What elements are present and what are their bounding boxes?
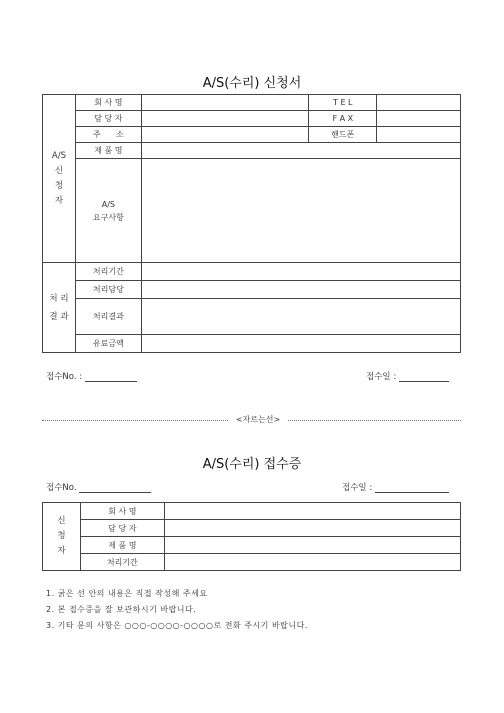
note-3: 3. 기타 문의 사항은 ○○○-○○○○-○○○○로 전화 주시기 바랍니다. bbox=[46, 621, 308, 630]
handler-field[interactable] bbox=[141, 281, 460, 299]
result-label: 처리결과 bbox=[75, 299, 141, 335]
fax-field[interactable] bbox=[377, 111, 461, 127]
form2-receipt-no-label: 접수No. bbox=[46, 483, 77, 493]
form2-receipt-no-field[interactable] bbox=[79, 483, 151, 493]
mobile-label: 핸드폰 bbox=[309, 127, 377, 143]
applicant-side-label: A/S 신 청 자 bbox=[43, 95, 76, 263]
process-side-label: 처 리 결 과 bbox=[43, 263, 76, 353]
result-field[interactable] bbox=[141, 299, 460, 335]
manager-label: 담 당 자 bbox=[75, 111, 141, 127]
form2-company-field[interactable] bbox=[164, 503, 460, 520]
note-1: 1. 굵은 선 안의 내용은 직접 작성해 주세요 bbox=[46, 589, 208, 598]
form2-receipt-date-label: 접수일 : bbox=[342, 483, 373, 493]
form2-company-label: 회 사 명 bbox=[80, 503, 164, 520]
period-label: 처리기간 bbox=[75, 263, 141, 281]
form2-period-field[interactable] bbox=[164, 554, 460, 571]
company-field[interactable] bbox=[141, 95, 309, 111]
receipt-date-row bbox=[366, 370, 449, 382]
tel-field[interactable] bbox=[377, 95, 461, 111]
fee-label: 유료금액 bbox=[75, 335, 141, 353]
tel-label: T E L bbox=[309, 95, 377, 111]
fee-field[interactable] bbox=[141, 335, 460, 353]
form2-receipt-date-row bbox=[342, 481, 449, 493]
company-label: 회 사 명 bbox=[75, 95, 141, 111]
note-2: 2. 본 접수증을 잘 보관하시기 바랍니다. bbox=[46, 605, 197, 614]
receipt-table bbox=[42, 502, 461, 571]
handler-label: 처리담당 bbox=[75, 281, 141, 299]
cut-line-right bbox=[288, 420, 461, 421]
receipt-no-label: 접수No. : bbox=[46, 372, 83, 382]
form2-title: A/S(수리) 접수증 bbox=[202, 457, 302, 472]
cut-line-left bbox=[42, 420, 228, 421]
application-table bbox=[42, 94, 461, 353]
mobile-field[interactable] bbox=[377, 127, 461, 143]
receipt-date-field[interactable] bbox=[399, 372, 449, 382]
form2-manager-field[interactable] bbox=[164, 520, 460, 537]
receipt-date-label: 접수일 : bbox=[366, 372, 397, 382]
address-field[interactable] bbox=[141, 127, 309, 143]
manager-field[interactable] bbox=[141, 111, 309, 127]
form2-receipt-no-row bbox=[46, 481, 151, 493]
product-field[interactable] bbox=[141, 143, 460, 159]
cut-line-label: <자르는선> bbox=[235, 415, 281, 424]
fax-label: F A X bbox=[309, 111, 377, 127]
receipt-no-row bbox=[46, 370, 137, 382]
address-label: 주 소 bbox=[75, 127, 141, 143]
request-field[interactable] bbox=[141, 159, 460, 263]
form2-product-field[interactable] bbox=[164, 537, 460, 554]
form2-applicant-side-label: 신 청 자 bbox=[43, 503, 81, 571]
product-label: 제 품 명 bbox=[75, 143, 141, 159]
period-field[interactable] bbox=[141, 263, 460, 281]
form2-period-label: 처리기간 bbox=[80, 554, 164, 571]
form2-manager-label: 담 당 자 bbox=[80, 520, 164, 537]
request-label: A/S 요구사항 bbox=[75, 159, 141, 263]
receipt-no-field[interactable] bbox=[85, 372, 137, 382]
form1-title: A/S(수리) 신청서 bbox=[202, 76, 302, 91]
form2-product-label: 제 품 명 bbox=[80, 537, 164, 554]
form2-receipt-date-field[interactable] bbox=[375, 483, 449, 493]
